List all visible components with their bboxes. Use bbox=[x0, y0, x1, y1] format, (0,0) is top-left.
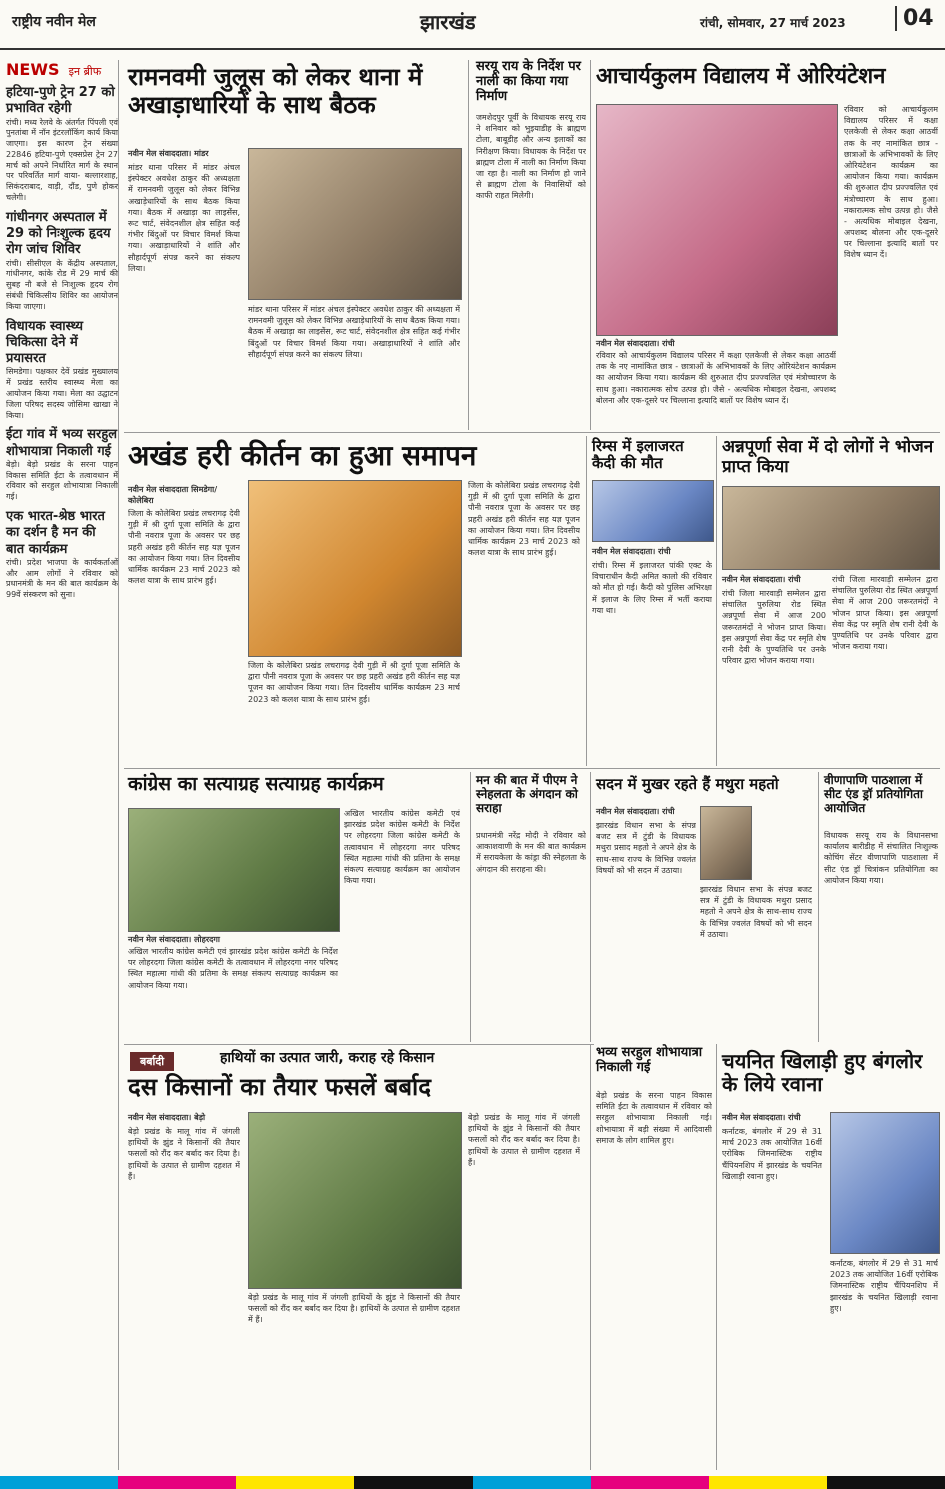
photo-kirtan bbox=[248, 480, 462, 657]
body-mathura-cont: झारखंड विधान सभा के संपन्न बजट सत्र में टुंडी के विधायक मथुरा प्रसाद महतो ने अपने क्षेत्र के साथ-साथ राज्य के विभिन्न ज्वलंत विषयों को भी सदन में उठाया। bbox=[700, 885, 812, 939]
divider bbox=[124, 768, 940, 769]
brief-text: रांची। सीसीएल के केंद्रीय अस्पताल, गांधीनगर, कांके रोड में 29 मार्च की सुबह नौ बजे से निःशुल्क हृदय रोग संबंधी चिकित्सीय शिविर का आयोजन किया जाएगा। bbox=[6, 258, 118, 311]
divider bbox=[124, 1044, 594, 1045]
body-congress-cont: अखिल भारतीय कांग्रेस कमेटी एवं झारखंड प्रदेश कांग्रेस कमेटी के निर्देश पर लोहरदगा जिला कांग्रेस कमेटी के तत्वावधान में लोहरदगा नगर परिषद स्थित महात्मा गांधी की प्रतिमा के समक्ष संकल्प सत्याग्रह कार्यक्रम का आयोजन किया गया। bbox=[344, 809, 460, 886]
body-khiladi-cont: कर्नाटक, बंगलोर में 29 से 31 मार्च 2023 तक आयोजित 16वीं एरोबिक जिमनास्टिक राष्ट्रीय चैंपियनशिप में झारखंड के चयनित खिलाड़ी रवाना हुए। bbox=[830, 1259, 938, 1313]
body-saryu: जमशेदपुर पूर्वी के विधायक सरयू राय ने शनिवार को भुइयाडीह के ब्राह्मण टोला, बाबूडीह और अन्य इलाकों का निरीक्षण किया। विधायक के निर्देश पर ब्राह्मण टोला में नाली का निर्माण किया जा रहा है। नाली का निर्माण हो जाने से ब्राह्मण टोला के निवासियों को काफी राहत मिलेगी। bbox=[476, 113, 586, 201]
headline-mathura: सदन में मुखर रहते हैं मथुरा महतो bbox=[596, 775, 779, 793]
byline-kisan: नवीन मेल संवाददाता। बेड़ो bbox=[128, 1113, 206, 1122]
body-kirtan-cont: जिला के कोलेबिरा प्रखंड लचरागढ़ देवी गुड़ी में श्री दुर्गा पूजा समिति के द्वारा पौनी नवरात्र पूजा के अवसर पर छह प्रहरी अखंड हरी कीर्तन सह यज्ञ पूजन का आयोजन किया गया। तिन दिवसीय धार्मिक कार्यक्रम 23 मार्च 2023 को कलश यात्रा के साथ प्रारंभ हुई। bbox=[248, 661, 460, 704]
brief-text: सिमडेगा। पक्षकार देवें प्रखंड मुख्यालय में प्रखंड स्तरीय स्वास्थ्य मेला का आयोजन किया गया। मेला का उद्घाटन जिला परिषद सदस्य जोसिमा खाखा ने किया। bbox=[6, 367, 118, 420]
section-title: झारखंड bbox=[420, 10, 476, 34]
byline-congress: नवीन मेल संवाददाता। लोहरदगा bbox=[128, 935, 220, 944]
divider bbox=[124, 432, 940, 433]
divider bbox=[818, 772, 819, 1042]
brief-title: एक भारत-श्रेष्ठ भारत का दर्शन है मन की बात कार्यक्रम bbox=[6, 509, 105, 557]
brief-title: विधायक स्वास्थ्य चिकित्सा देने में प्रयासरत bbox=[6, 318, 84, 367]
news-brief-column bbox=[6, 60, 119, 1470]
photo-mathura bbox=[700, 806, 752, 880]
headline-kirtan: अखंड हरी कीर्तन का हुआ समापन bbox=[128, 439, 477, 472]
photo-congress bbox=[128, 808, 340, 932]
photo-orientation bbox=[596, 104, 838, 336]
body-ramnavami: मांडर थाना परिसर में मांडर अंचल इंस्पेक्टर अवधेश ठाकुर की अध्यक्षता में रामनवमी जुलूस को लेकर विभिन्न अखाड़ेधारियों के साथ बैठक किया गया। बैठक में अखाड़ा का लाइसेंस, रूट चार्ट, संवेदनशील क्षेत्र सहित कई गंभीर बिंदुओं पर विचार विमर्श किया गया। अखाड़ाधारियों ने शांति और सौहार्दपूर्ण संपन्न करने का संकल्प लिया। bbox=[128, 163, 240, 273]
headline-sarhul: भव्य सरहुल शोभायात्रा निकाली गई bbox=[596, 1045, 703, 1075]
headline-khiladi: चयनित खिलाड़ी हुए बंगलोर के लिये रवाना bbox=[722, 1049, 923, 1096]
brief-item bbox=[6, 427, 118, 503]
byline-ramnavami: नवीन मेल संवाददाता। मांडर bbox=[128, 149, 209, 158]
byline-mathura: नवीन मेल संवाददाता। रांची bbox=[596, 807, 675, 816]
byline-acharyakulam: नवीन मेल संवाददाता। रांची bbox=[596, 339, 675, 348]
photo-annapurna bbox=[722, 486, 940, 570]
body-kisan: बेड़ो प्रखंड के मालू गांव में जंगली हाथियों के झुंड ने किसानों की तैयार फसलों को रौंद कर बर्बाद कर दिया है। हाथियों के उत्पात से ग्रामीण दहशत में हैं। bbox=[128, 1127, 240, 1181]
kicker-kisan: हाथियों का उत्पात जारी, कराह रहे किसान bbox=[220, 1050, 435, 1066]
body-kirtan-cont2: जिला के कोलेबिरा प्रखंड लचरागढ़ देवी गुड़ी में श्री दुर्गा पूजा समिति के द्वारा पौनी नवरात्र पूजा के अवसर पर छह प्रहरी अखंड हरी कीर्तन सह यज्ञ पूजन का आयोजन किया गया। तिन दिवसीय धार्मिक कार्यक्रम 23 मार्च 2023 को कलश यात्रा के साथ प्रारंभ हुई। bbox=[468, 481, 580, 558]
body-sarhul: बेड़ो प्रखंड के सरना पाहन विकास समिति ईटा के तत्वावधान में रविवार को सरहुल शोभायात्रा निकाली गई। शोभायात्रा में बड़ी संख्या में आदिवासी समाज के लोग शामिल हुए। bbox=[596, 1091, 712, 1145]
headline-rims: रिम्स में इलाजरत कैदी की मौत bbox=[592, 437, 684, 473]
brief-item bbox=[6, 85, 118, 204]
body-veenapani: विधायक सरयू राय के विधानसभा कार्यालय बारीडीह में संचालित निःशुल्क कोचिंग सेंटर वीणापाणि पाठशाला में सीट एंड ड्रॉ चित्रांकन प्रतियोगिता का आयोजन किया गया। bbox=[824, 831, 938, 885]
body-congress: अखिल भारतीय कांग्रेस कमेटी एवं झारखंड प्रदेश कांग्रेस कमेटी के निर्देश पर लोहरदगा जिला कांग्रेस कमेटी के तत्वावधान में लोहरदगा नगर परिषद स्थित महात्मा गांधी की प्रतिमा के समक्ष संकल्प सत्याग्रह कार्यक्रम का आयोजन किया गया। bbox=[128, 947, 338, 990]
photo-rims bbox=[592, 480, 714, 542]
divider bbox=[590, 772, 591, 1042]
photo-khiladi bbox=[830, 1112, 940, 1254]
brief-text: रांची। मध्य रेलवे के अंतर्गत पिंपली एवं पुनतांबा में नॉन इंटरलॉकिंग कार्य किया जाएगा। इस कारण ट्रेन संख्या 22846 हटिया-पुणे एक्सप्रेस ट्रेन 27 मार्च को अपने निर्धारित मार्ग के स्थान पर परिवर्तित मार्ग वाया- बल्लारशाह, सिकंदराबाद, वाड़ी, दौंड, पुणे होकर चलेगी। bbox=[6, 117, 118, 203]
byline-annapurna: नवीन मेल संवाददाता। रांची bbox=[722, 575, 801, 584]
kicker-tag: बर्बादी bbox=[130, 1052, 174, 1071]
brief-text: रांची। प्रदेश भाजपा के कार्यकर्ताओं और आम लोगों ने रविवार को प्रधानमंत्री के मन की बात कार्यक्रम के 99वें संस्करण को सुना। bbox=[6, 557, 118, 600]
masthead: राष्ट्रीय नवीन मेल bbox=[12, 14, 96, 30]
headline-ramnavami: रामनवमी जुलूस को लेकर थाना में अखाड़ाधारियों के साथ बैठक bbox=[128, 63, 423, 119]
divider bbox=[590, 60, 591, 430]
divider bbox=[590, 1044, 591, 1470]
brief-item bbox=[6, 319, 118, 422]
headline-veenapani: वीणापाणि पाठशाला में सीट एंड ड्रॉ प्रतियोगिता आयोजित bbox=[824, 773, 924, 815]
body-kirtan: जिला के कोलेबिरा प्रखंड लचरागढ़ देवी गुड़ी में श्री दुर्गा पूजा समिति के द्वारा पौनी नवरात्र पूजा के अवसर पर छह प्रहरी अखंड हरी कीर्तन सह यज्ञ पूजन का आयोजन किया गया। तिन दिवसीय धार्मिक कार्यक्रम 23 मार्च 2023 को कलश यात्रा के साथ प्रारंभ हुई। bbox=[128, 509, 240, 586]
divider bbox=[468, 60, 469, 430]
headline-annapurna: अन्नपूर्णा सेवा में दो लोगों ने भोजन प्राप्त किया bbox=[722, 437, 934, 477]
body-acharyakulam: रविवार को आचार्यकुलम विद्यालय परिसर में कक्षा एलकेजी से लेकर कक्षा आठवीं तक के नए नामांकित छात्र - छात्राओं के अभिभावकों के लिए ओरियंटेशन कार्यक्रम का आयोजन किया गया। कार्यक्रम की शुरुआत दीप प्रज्ज्वलित एवं मंत्रोच्चारण के साथ हुआ। नकारात्मक सोच उत्पन्न हो। जैसे - अत्यधिक मोबाइल देखना, अपशब्द बोलना और एक-दूसरे पर चिल्लाना इत्यादि बातों पर विशेष ध्यान दें। bbox=[596, 351, 836, 405]
headline-saryu: सरयू राय के निर्देश पर नाली का किया गया निर्माण bbox=[476, 59, 581, 104]
body-kisan-cont2: बेड़ो प्रखंड के मालू गांव में जंगली हाथियों के झुंड ने किसानों की तैयार फसलों को रौंद कर बर्बाद कर दिया है। हाथियों के उत्पात से ग्रामीण दहशत में हैं। bbox=[468, 1113, 580, 1167]
byline-khiladi: नवीन मेल संवाददाता। रांची bbox=[722, 1113, 801, 1122]
body-mathura: झारखंड विधान सभा के संपन्न बजट सत्र में टुंडी के विधायक मथुरा प्रसाद महतो ने अपने क्षेत्र के साथ-साथ राज्य के विभिन्न ज्वलंत विषयों को भी सदन में उठाया। bbox=[596, 821, 696, 875]
photo-ramnavami-meeting bbox=[248, 148, 462, 300]
byline-kirtan: नवीन मेल संवाददाता सिमडेगा/कोलेबिरा bbox=[128, 485, 218, 505]
body-ramnavami-cont: मांडर थाना परिसर में मांडर अंचल इंस्पेक्टर अवधेश ठाकुर की अध्यक्षता में रामनवमी जुलूस को लेकर विभिन्न अखाड़ेधारियों के साथ बैठक किया गया। बैठक में अखाड़ा का लाइसेंस, रूट चार्ट, संवेदनशील क्षेत्र सहित कई गंभीर बिंदुओं पर विचार विमर्श किया गया। अखाड़ाधारियों ने शांति और सौहार्दपूर्ण संपन्न करने का संकल्प लिया। bbox=[248, 305, 460, 359]
brief-title: गांधीनगर अस्पताल में 29 को निःशुल्क हृदय रोग जांच शिविर bbox=[6, 209, 111, 258]
headline-congress: कांग्रेस का सत्याग्रह सत्याग्रह कार्यक्रम bbox=[128, 773, 384, 795]
brief-item bbox=[6, 210, 118, 313]
body-khiladi: कर्नाटक, बंगलोर में 29 से 31 मार्च 2023 तक आयोजित 16वीं एरोबिक जिमनास्टिक राष्ट्रीय चैंपियनशिप में झारखंड के चयनित खिलाड़ी रवाना हुए। bbox=[722, 1127, 822, 1181]
brief-item bbox=[6, 509, 118, 601]
headline-acharyakulam: आचार्यकुलम विद्यालय में ओरियंटेशन bbox=[596, 64, 886, 89]
divider bbox=[716, 1044, 717, 1470]
byline-rims: नवीन मेल संवाददाता। रांची bbox=[592, 547, 671, 556]
brief-title: ईटा गांव में भव्य सरहुल शोभायात्रा निकाली गई bbox=[6, 427, 118, 459]
body-kisan-cont: बेड़ो प्रखंड के मालू गांव में जंगली हाथियों के झुंड ने किसानों की तैयार फसलों को रौंद कर बर्बाद कर दिया है। हाथियों के उत्पात से ग्रामीण दहशत में हैं। bbox=[248, 1293, 460, 1325]
photo-kisan-crop bbox=[248, 1112, 462, 1289]
body-mannkibaat: प्रधानमंत्री नरेंद्र मोदी ने रविवार को आकाशवाणी के मन की बात कार्यक्रम में सरायकेला के कांड्रा की स्नेहलता के अंगदान की सराहना की। bbox=[476, 831, 586, 874]
page-number: 04 bbox=[895, 6, 934, 31]
dateline: रांची, सोमवार, 27 मार्च 2023 bbox=[700, 16, 846, 30]
brief-text: बेड़ो। बेड़ो प्रखंड के सरना पाहन विकास समिति ईटा के तत्वावधान में रविवार को सरहुल शोभायात्रा निकाली गई। bbox=[6, 459, 118, 502]
color-registration-bar bbox=[0, 1476, 945, 1489]
headline-mannkibaat: मन की बात में पीएम ने स्नेहलता के अंगदान को सराहा bbox=[476, 773, 578, 815]
body-acharyakulam-cont: रविवार को आचार्यकुलम विद्यालय परिसर में कक्षा एलकेजी से लेकर कक्षा आठवीं तक के नए नामांकित छात्र - छात्राओं के अभिभावकों के लिए ओरियंटेशन कार्यक्रम का आयोजन किया गया। कार्यक्रम की शुरुआत दीप प्रज्ज्वलित एवं मंत्रोच्चारण के साथ हुआ। नकारात्मक सोच उत्पन्न हो। जैसे - अत्यधिक मोबाइल देखना, अपशब्द बोलना और एक-दूसरे पर चिल्लाना इत्यादि बातों पर विशेष ध्यान दें। bbox=[844, 105, 938, 260]
brief-title: हटिया-पुणे ट्रेन 27 को प्रभावित रहेगी bbox=[6, 85, 115, 117]
body-rims: रांची। रिम्स में इलाजरत पांकी एक्ट के विचाराधीन कैदी अमित कालो की रविवार को मौत हो गई। कैदी को पुलिस अभिरक्षा में इलाज के लिए रिम्स में भर्ती कराया गया था। bbox=[592, 561, 712, 615]
body-annapurna-cont: रांची जिला मारवाड़ी सम्मेलन द्वारा संचालित पुरुलिया रोड स्थित अन्नपूर्णा सेवा में आज 200 जरूरतमंदों ने भोजन प्राप्त किया। इस अन्नपूर्णा सेवा केंद्र पर स्मृति शेष रानी देवी के पुण्यतिथि पर उनके परिवार द्वारा भोजन कराया गया। bbox=[832, 575, 938, 652]
news-sub-label: इन ब्रीफ bbox=[68, 65, 102, 78]
headline-kisan: दस किसानों का तैयार फसलें बर्बाद bbox=[128, 1073, 432, 1101]
news-label: NEWS bbox=[6, 60, 60, 79]
divider bbox=[470, 772, 471, 1042]
news-brief-header bbox=[6, 60, 118, 79]
divider bbox=[716, 436, 717, 766]
divider bbox=[586, 436, 587, 766]
body-annapurna: रांची जिला मारवाड़ी सम्मेलन द्वारा संचालित पुरुलिया रोड स्थित अन्नपूर्णा सेवा में आज 200 जरूरतमंदों ने भोजन प्राप्त किया। इस अन्नपूर्णा सेवा केंद्र पर स्मृति शेष रानी देवी के पुण्यतिथि पर उनके परिवार द्वारा भोजन कराया गया। bbox=[722, 589, 826, 666]
